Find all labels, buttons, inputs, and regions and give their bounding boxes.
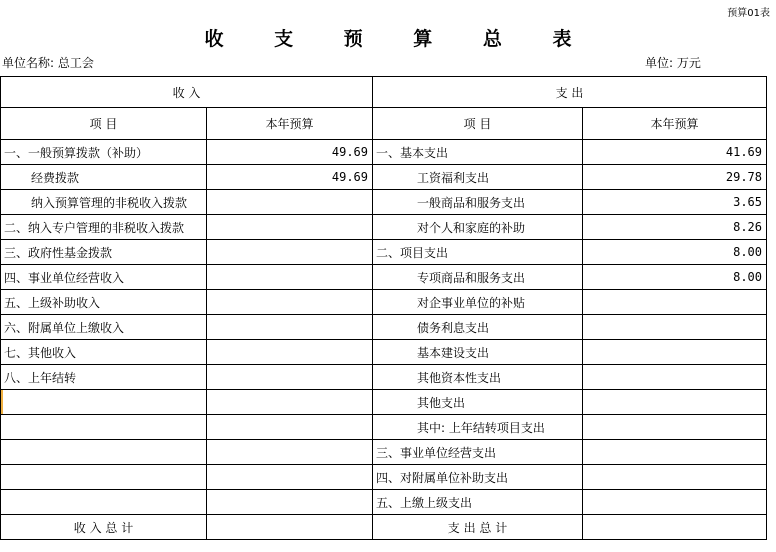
table-row [1, 290, 767, 315]
expense-value[interactable]: 8.00 [583, 240, 767, 265]
income-label[interactable]: 八、上年结转 [1, 365, 207, 390]
income-total-label: 收 入 总 计 [1, 515, 207, 540]
table-row [1, 415, 767, 440]
expense-label[interactable]: 其他支出 [373, 390, 583, 415]
table-row [1, 365, 767, 390]
expense-value[interactable] [583, 315, 767, 340]
income-value[interactable] [207, 490, 373, 515]
currency-unit: 单位: 万元 [645, 56, 701, 70]
expense-value[interactable] [583, 290, 767, 315]
income-value[interactable]: 49.69 [207, 140, 373, 165]
expense-header: 支 出 [373, 77, 767, 108]
form-code: 预算01表 [727, 8, 770, 19]
income-value[interactable] [207, 315, 373, 340]
expense-value[interactable] [583, 415, 767, 440]
budget-table [0, 76, 767, 540]
income-label[interactable]: 三、政府性基金拨款 [1, 240, 207, 265]
income-label[interactable]: 经费拨款 [1, 165, 207, 190]
expense-budget-header: 本年预算 [583, 108, 767, 140]
expense-item-header: 项 目 [373, 108, 583, 140]
expense-label[interactable]: 对个人和家庭的补助 [373, 215, 583, 240]
table-row [1, 215, 767, 240]
expense-value[interactable]: 41.69 [583, 140, 767, 165]
table-row [1, 440, 767, 465]
table-row [1, 140, 767, 165]
expense-label[interactable]: 其他资本性支出 [373, 365, 583, 390]
totals-row [1, 515, 767, 540]
table-subheader-row [1, 108, 767, 140]
unit-name: 单位名称: 总工会 [2, 56, 94, 70]
income-value[interactable] [207, 265, 373, 290]
expense-label[interactable]: 工资福利支出 [373, 165, 583, 190]
table-row [1, 390, 767, 415]
expense-label[interactable]: 二、项目支出 [373, 240, 583, 265]
income-value[interactable] [207, 340, 373, 365]
table-row [1, 340, 767, 365]
table-row [1, 315, 767, 340]
income-value[interactable] [207, 390, 373, 415]
income-header: 收 入 [1, 77, 373, 108]
income-label[interactable] [1, 465, 207, 490]
income-value[interactable] [207, 440, 373, 465]
income-label[interactable]: 七、其他收入 [1, 340, 207, 365]
income-budget-header: 本年预算 [207, 108, 373, 140]
income-value[interactable] [207, 240, 373, 265]
income-total-value[interactable] [207, 515, 373, 540]
expense-label[interactable]: 专项商品和服务支出 [373, 265, 583, 290]
income-label[interactable]: 二、纳入专户管理的非税收入拨款 [1, 215, 207, 240]
expense-label[interactable]: 五、上缴上级支出 [373, 490, 583, 515]
expense-label[interactable]: 债务利息支出 [373, 315, 583, 340]
expense-value[interactable] [583, 490, 767, 515]
expense-value[interactable]: 8.00 [583, 265, 767, 290]
expense-value[interactable]: 3.65 [583, 190, 767, 215]
income-value[interactable] [207, 365, 373, 390]
table-row [1, 190, 767, 215]
table-row [1, 265, 767, 290]
table-header-row [1, 77, 767, 108]
income-value[interactable] [207, 465, 373, 490]
expense-value[interactable] [583, 365, 767, 390]
income-label[interactable] [1, 415, 207, 440]
table-row [1, 240, 767, 265]
expense-value[interactable] [583, 340, 767, 365]
expense-value[interactable]: 29.78 [583, 165, 767, 190]
expense-label[interactable]: 一般商品和服务支出 [373, 190, 583, 215]
expense-value[interactable] [583, 390, 767, 415]
expense-label[interactable]: 其中: 上年结转项目支出 [373, 415, 583, 440]
income-label[interactable] [1, 490, 207, 515]
expense-label[interactable]: 一、基本支出 [373, 140, 583, 165]
table-row [1, 165, 767, 190]
income-label[interactable]: 四、事业单位经营收入 [1, 265, 207, 290]
table-row [1, 490, 767, 515]
income-value[interactable] [207, 290, 373, 315]
expense-label[interactable]: 基本建设支出 [373, 340, 583, 365]
income-value[interactable]: 49.69 [207, 165, 373, 190]
income-value[interactable] [207, 190, 373, 215]
page-title: 收 支 预 算 总 表 [204, 28, 594, 50]
expense-label[interactable]: 三、事业单位经营支出 [373, 440, 583, 465]
expense-total-value[interactable] [583, 515, 767, 540]
income-label[interactable]: 六、附属单位上缴收入 [1, 315, 207, 340]
expense-value[interactable] [583, 465, 767, 490]
income-label[interactable]: 纳入预算管理的非税收入拨款 [1, 190, 207, 215]
income-value[interactable] [207, 215, 373, 240]
income-value[interactable] [207, 415, 373, 440]
expense-value[interactable] [583, 440, 767, 465]
income-label[interactable]: 五、上级补助收入 [1, 290, 207, 315]
expense-total-label: 支 出 总 计 [373, 515, 583, 540]
expense-label[interactable]: 对企事业单位的补贴 [373, 290, 583, 315]
income-label[interactable]: 一、一般预算拨款（补助） [1, 140, 207, 165]
income-label[interactable] [1, 440, 207, 465]
income-item-header: 项 目 [1, 108, 207, 140]
income-label[interactable] [1, 390, 207, 415]
expense-label[interactable]: 四、对附属单位补助支出 [373, 465, 583, 490]
table-row [1, 465, 767, 490]
expense-value[interactable]: 8.26 [583, 215, 767, 240]
